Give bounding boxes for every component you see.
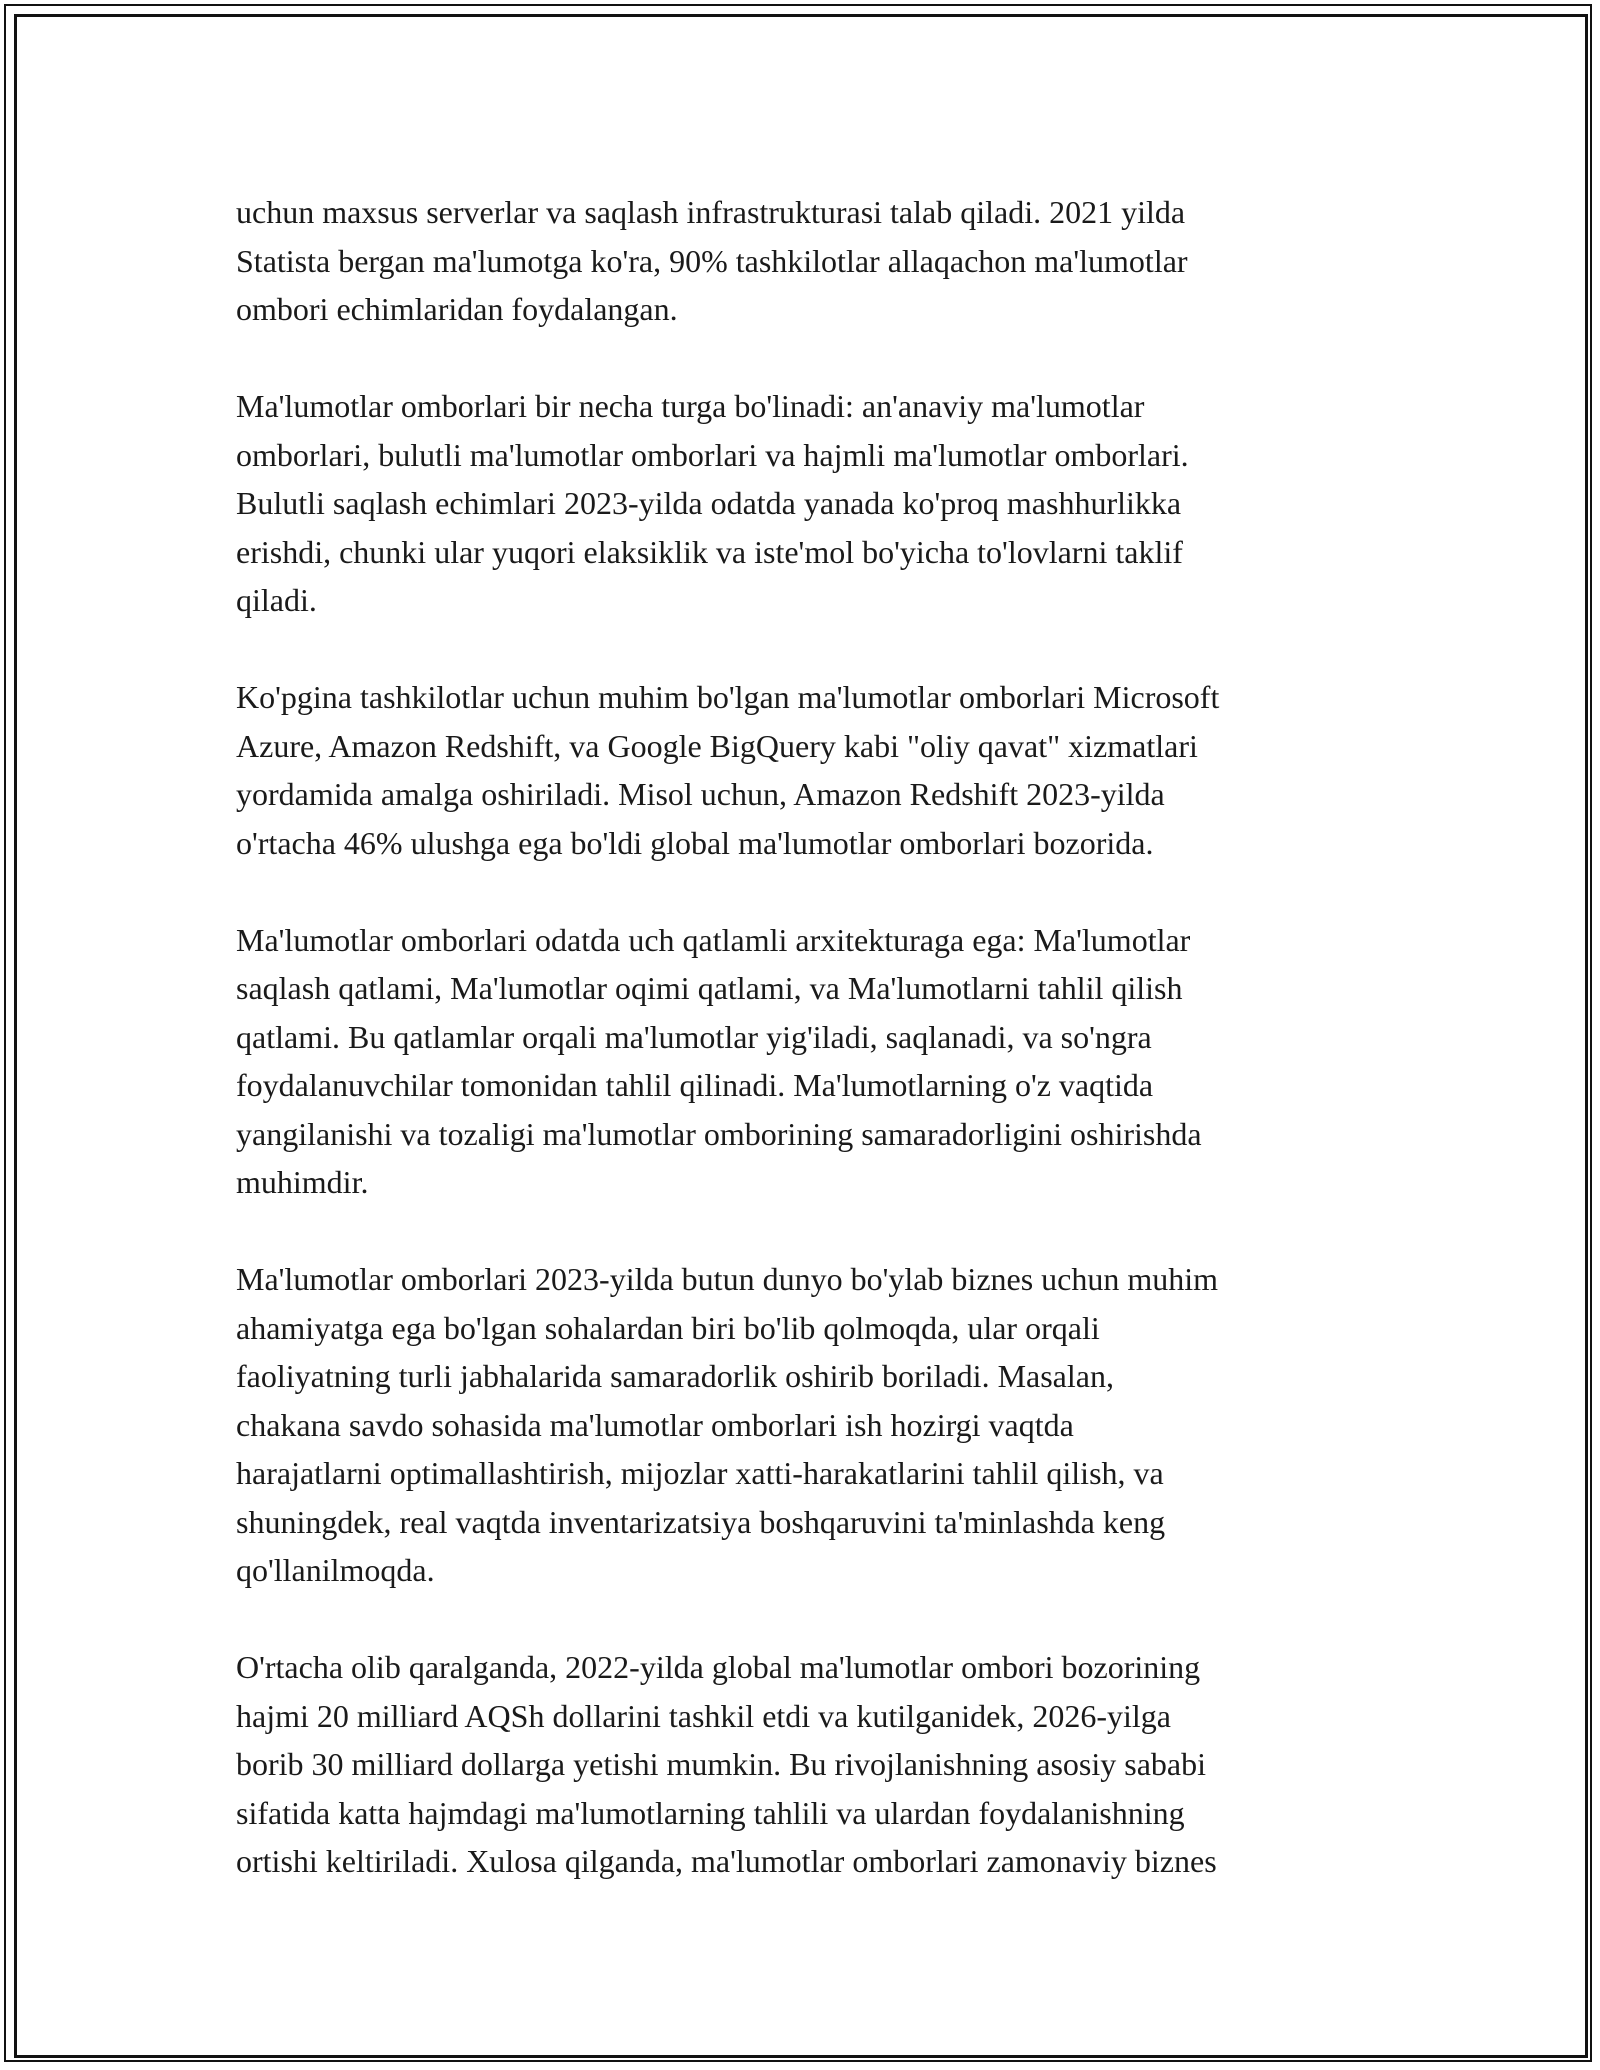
paragraph-3: Ko'pgina tashkilotlar uchun muhim bo'lgan ma'lumotlar omborlari Microsoft Azure, Amazon Redshift, va Google BigQuery kabi "oliy qavat" xizmatlari yordamida amalga oshiriladi. Misol uchun, Amazon Redshift 2023-yilda o'rtacha 46% ulushga ega bo'ldi global ma'lumotlar omborlari bozorida. — [236, 679, 1220, 861]
paragraph-2: Ma'lumotlar omborlari bir necha turga bo'linadi: an'anaviy ma'lumotlar omborlari, bulutli ma'lumotlar omborlari va hajmli ma'lumotlar omborlari. Bulutli saqlash echimlari 2023-yilda odatda yanada ko'proq mashhurlikka erishdi, chunki ular yuqori elaksiklik va iste'mol bo'yicha to'lovlarni taklif qiladi. — [236, 388, 1189, 618]
paragraph-6: O'rtacha olib qaralganda, 2022-yilda global ma'lumotlar ombori bozorining hajmi 20 milliard AQSh dollarini tashkil etdi va kutilganidek, 2026-yilga borib 30 milliard dollarga yetishi mumkin. Bu rivojlanishning asosiy sababi sifatida katta hajmdagi ma'lumotlarning tahlili va ulardan foydalanishning ortishi keltiriladi. Xulosa qilganda, ma'lumotlar omborlari zamonaviy biznes — [236, 1649, 1217, 1879]
paragraph-4: Ma'lumotlar omborlari odatda uch qatlamli arxitekturaga ega: Ma'lumotlar saqlash qatlami, Ma'lumotlar oqimi qatlami, va Ma'lumotlarni tahlil qilish qatlami. Bu qatlamlar orqali ma'lumotlar yig'iladi, saqlanadi, va so'ngra foydalanuvchilar tomonidan tahlil qilinadi. Ma'lumotlarning o'z vaqtida yangilanishi va tozaligi ma'lumotlar omborining samaradorligini oshirishda muhimdir. — [236, 921, 1202, 1200]
document-body — [236, 188, 1396, 1934]
paragraph-5: Ma'lumotlar omborlari 2023-yilda butun dunyo bo'ylab biznes uchun muhim ahamiyatga ega bo'lgan sohalardan biri bo'lib qolmoqda, ular orqali faoliyatning turli jabhalarida samaradorlik oshirib boriladi. Masalan, chakana savdo sohasida ma'lumotlar omborlari ish hozirgi vaqtda harajatlarni optimallashtirish, mijozlar xatti-harakatlarini tahlil qilish, va shuningdek, real vaqtda inventarizatsiya boshqaruvini ta'minlashda keng qo'llanilmoqda. — [236, 1261, 1219, 1588]
paragraph-1: uchun maxsus serverlar va saqlash infrastrukturasi talab qiladi. 2021 yilda Statista bergan ma'lumotga ko'ra, 90% tashkilotlar allaqachon ma'lumotlar ombori echimlaridan foydalangan. — [236, 194, 1188, 327]
